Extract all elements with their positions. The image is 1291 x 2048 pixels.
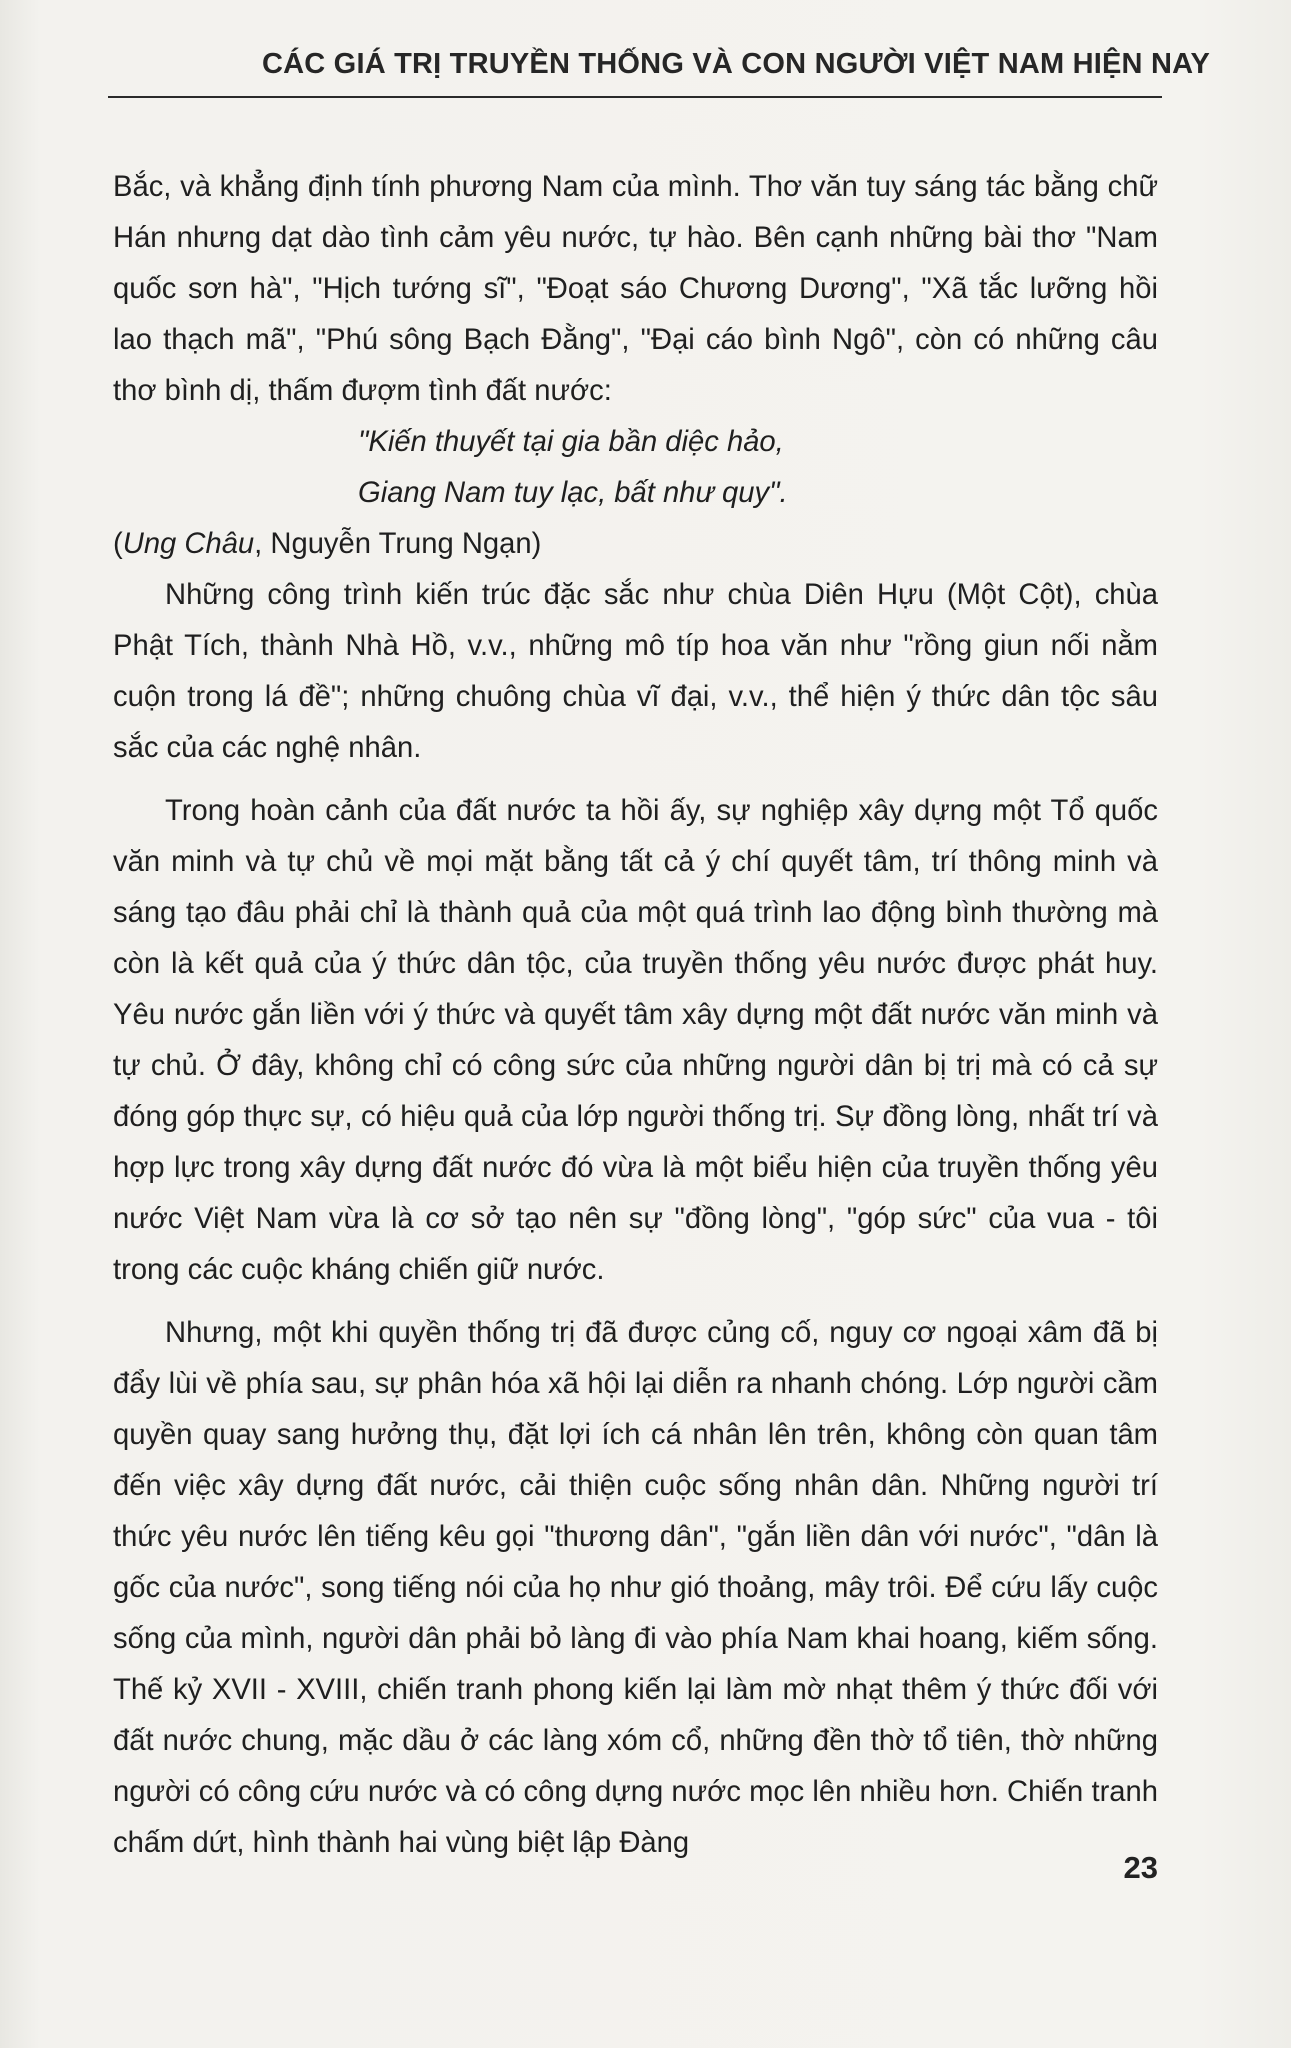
paragraph-1: Bắc, và khẳng định tính phương Nam của mình. Thơ văn tuy sáng tác bằng chữ Hán nhưng dạt dào tình cảm yêu nước, tự hào. Bên cạnh những bài thơ "Nam quốc sơn hà", "Hịch tướng sĩ", "Đoạt sáo Chương Dương", "Xã tắc lưỡng hồi lao thạch mã", "Phú sông Bạch Đằng", "Đại cáo bình Ngô", còn có những câu thơ bình dị, thấm đượm tình đất nước:	[113, 171, 1158, 407]
verse-line-2: Giang Nam tuy lạc, bất như quy".	[358, 477, 788, 509]
paragraph-3: Trong hoàn cảnh của đất nước ta hồi ấy, sự nghiệp xây dựng một Tổ quốc văn minh và tự chủ về mọi mặt bằng tất cả ý chí quyết tâm, trí thông minh và sáng tạo đâu phải chỉ là thành quả của một quá trình lao động bình thường mà còn là kết quả của ý thức dân tộc, của truyền thống yêu nước được phát huy. Yêu nước gắn liền với ý thức và quyết tâm xây dựng một đất nước văn minh và tự chủ. Ở đây, không chỉ có công sức của những người dân bị trị mà có cả sự đóng góp thực sự, có hiệu quả của lớp người thống trị. Sự đồng lòng, nhất trí và hợp lực trong xây dựng đất nước đó vừa là một biểu hiện của truyền thống yêu nước Việt Nam vừa là cơ sở tạo nên sự "đồng lòng", "góp sức" của vua - tôi trong các cuộc kháng chiến giữ nước.	[113, 795, 1158, 1286]
verse-attribution	[113, 519, 1158, 570]
attribution-open: (	[113, 528, 123, 560]
paragraph-2: Những công trình kiến trúc đặc sắc như chùa Diên Hựu (Một Cột), chùa Phật Tích, thành Nhà Hồ, v.v., những mô típ hoa văn như "rồng giun nối nằm cuộn trong lá đề"; những chuông chùa vĩ đại, v.v., thể hiện ý thức dân tộc sâu sắc của các nghệ nhân.	[113, 579, 1158, 764]
body-text	[113, 162, 1158, 1869]
verse-line-1: "Kiến thuyết tại gia bần diệc hảo,	[358, 426, 784, 458]
verse-quote	[113, 417, 1158, 519]
paragraph-4: Nhưng, một khi quyền thống trị đã được củng cố, nguy cơ ngoại xâm đã bị đẩy lùi về phía sau, sự phân hóa xã hội lại diễn ra nhanh chóng. Lớp người cầm quyền quay sang hưởng thụ, đặt lợi ích cá nhân lên trên, không còn quan tâm đến việc xây dựng đất nước, cải thiện cuộc sống nhân dân. Những người trí thức yêu nước lên tiếng kêu gọi "thương dân", "gắn liền dân với nước", "dân là gốc của nước", song tiếng nói của họ như gió thoảng, mây trôi. Để cứu lấy cuộc sống của mình, người dân phải bỏ làng đi vào phía Nam khai hoang, kiếm sống. Thế kỷ XVII - XVIII, chiến tranh phong kiến lại làm mờ nhạt thêm ý thức đối với đất nước chung, mặc dầu ở các làng xóm cổ, những đền thờ tổ tiên, thờ những người có công cứu nước và có công dựng nước mọc lên nhiều hơn. Chiến tranh chấm dứt, hình thành hai vùng biệt lập Đàng	[113, 1317, 1158, 1859]
attribution-author: , Nguyễn Trung Ngạn)	[254, 528, 542, 560]
page-number: 23	[1123, 1850, 1158, 1885]
attribution-title: Ung Châu	[122, 528, 255, 560]
header-rule	[108, 96, 1162, 98]
running-header: CÁC GIÁ TRỊ TRUYỀN THỐNG VÀ CON NGƯỜI VIỆT NAM HIỆN NAY	[262, 48, 1211, 80]
